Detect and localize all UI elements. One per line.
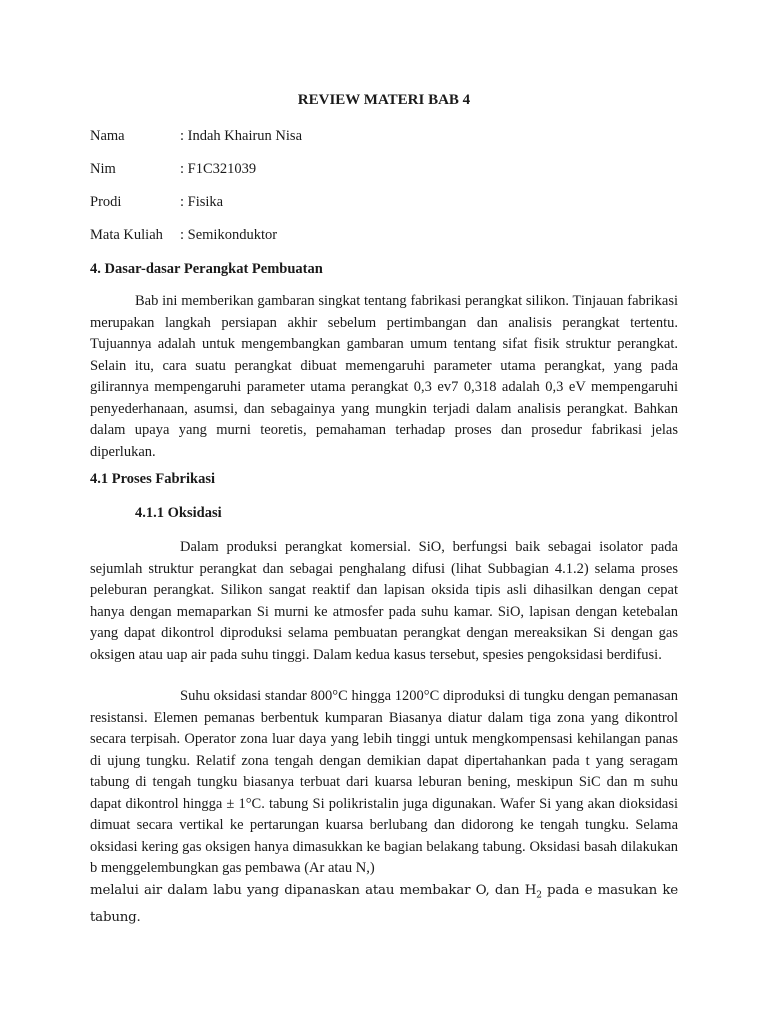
- section-4-paragraph: [90, 291, 678, 463]
- oksidasi-paragraph-2: [90, 686, 678, 928]
- meta-label: Nim: [90, 161, 116, 177]
- section-4-heading: 4. Dasar-dasar Perangkat Pembuatan: [90, 261, 323, 277]
- paragraph-text: Dalam produksi perangkat komersial. SiO, berfungsi baik sebagai isolator pada sejumlah struktur perangkat dan sebagai penghalang difusi (lihat Subbagian 4.1.2) selama proses peleburan perangkat. Silikon sangat reaktif dan lapisan oksida tipis asli dihasilkan dengan cepat hanya dengan memaparkan Si murni ke atmosfer pada suhu kamar. SiO, lapisan dengan ketebalan yang dapat dikontrol diproduksi selama pembuatan perangkat dengan mereaksikan Si dengan gas oksigen atau uap air pada suhu tinggi. Dalam kedua kasus tersebut, spesies pengoksidasi berdifusi.: [90, 539, 678, 663]
- paragraph-text: Suhu oksidasi standar 800°C hingga 1200°C diproduksi di tungku dengan pemanasan resistansi. Elemen pemanas berbentuk kumparan Biasanya diatur dalam tiga zona yang dikontrol secara terpisah. Operator zona luar daya yang lebih tinggi untuk mengkompensasi kehilangan panas di ujung tungku. Relatif zona tengah dengan demikian dapat dipertahankan pada t yang seragam tabung di tengah tungku biasanya terbuat dari kuarsa leburan bening, meskipun SiC dan m suhu dapat dikontrol hingga ± 1°C. tabung Si polikristalin juga digunakan. Wafer Si yang akan dioksidasi dimuat secara vertikal ke pertarungan kuarsa berlubang dan didorong ke tengah tungku. Selama oksidasi kering gas oksigen hanya dimasukkan ke bagian belakang tabung. Oksidasi basah dilakukan b menggelembungkan gas pembawa (Ar atau N,): [90, 688, 678, 876]
- meta-label: Mata Kuliah: [90, 227, 163, 243]
- meta-label: Nama: [90, 128, 125, 144]
- meta-value: : F1C321039: [180, 161, 257, 177]
- section-4-1-heading: 4.1 Proses Fabrikasi: [90, 471, 215, 487]
- meta-nim: [90, 161, 256, 178]
- meta-prodi: [90, 194, 223, 211]
- meta-value: : Semikonduktor: [180, 227, 278, 243]
- meta-value: : Fisika: [180, 194, 224, 210]
- meta-mata-kuliah: [90, 227, 277, 244]
- meta-label: Prodi: [90, 194, 122, 210]
- document-title: REVIEW MATERI BAB 4: [297, 92, 471, 108]
- section-4-1-1-heading: 4.1.1 Oksidasi: [135, 505, 222, 521]
- paragraph-last-line: melalui air dalam labu yang dipanaskan atau membakar O, dan $H_2$ pada e masukan ke tabung.: [90, 882, 678, 925]
- paragraph-text: Bab ini memberikan gambaran singkat tentang fabrikasi perangkat silikon. Tinjauan fabrikasi merupakan langkah persiapan akhir sebelum pertimbangan dan analisis perangkat tertentu. Tujuannya adalah untuk mengembangkan gambaran umum tentang sifat fisik struktur perangkat. Selain itu, cara suatu perangkat dibuat memengaruhi parameter utama perangkat, yang pada gilirannya mempengaruhi parameter utama perangkat 0,3 ev7 0,318 adalah 0,3 eV mempengaruhi penyederhanaan, asumsi, dan sebagainya yang mungkin terjadi dalam analisis perangkat. Bahkan dalam upaya yang murni teoretis, pemahaman terhadap proses dan prosedur fabrikasi jelas diperlukan.: [90, 293, 678, 460]
- meta-value: : Indah Khairun Nisa: [180, 128, 303, 144]
- oksidasi-paragraph-1: [90, 537, 678, 666]
- meta-nama: [90, 128, 302, 145]
